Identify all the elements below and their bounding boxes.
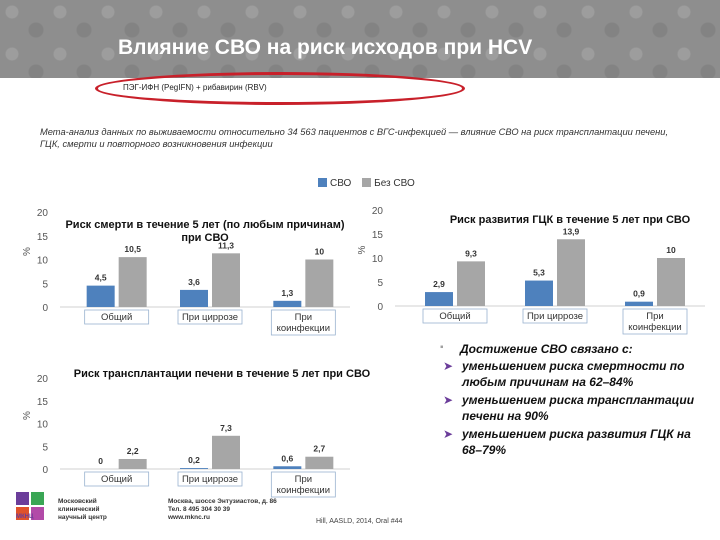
category-label: При циррозе [181,474,239,485]
category-label: При [294,312,313,323]
chart-title-text: Риск смерти в течение 5 лет (по любым причинам) при СВО [65,219,345,244]
bar [180,468,208,469]
page-title: Влияние СВО на риск исходов при HCV [118,36,533,59]
data-label: 13,9 [562,226,580,237]
org-line: клинический [58,506,100,513]
conclusion-item [440,392,710,424]
category-label: При циррозе [526,311,584,322]
y-tick-label: 20 [36,374,48,385]
y-tick-label: 5 [377,278,383,289]
arrow-bullet-icon: ➤ [443,359,454,373]
data-label: 0,9 [633,288,645,299]
legend-label-no-svo: Без СВО [374,178,415,189]
data-label: 11,3 [217,240,235,251]
data-label: 2,7 [313,443,326,454]
category-label: Общий [101,474,133,485]
conclusion-text: уменьшением риска развития ГЦК на 68–79% [462,427,691,457]
data-label: 5,3 [533,267,545,278]
conclusion-text: уменьшением риска трансплантации печени на 90% [462,393,695,423]
data-label: 10 [314,246,325,257]
org-line: научный центр [58,514,107,521]
y-tick-label: 20 [36,208,48,219]
conclusions-lead: ▪ Достижение СВО связано с: [440,342,710,356]
address-line: Москва, шоссе Энтузиастов, д. 86 [168,498,277,505]
chart-title-text: Риск развития ГЦК в течение 5 лет при СВО [449,214,691,226]
legend-label-svo: СВО [330,178,352,189]
y-tick-label: 0 [42,303,48,314]
website-line: www.mknc.ru [168,514,211,521]
y-tick-label: 15 [36,396,48,408]
bar [305,457,333,469]
category-label: При [294,474,313,485]
data-label: 2,2 [126,445,139,456]
y-tick-label: 5 [42,442,48,454]
y-axis-label: % [22,411,33,420]
data-label: 0,6 [281,453,294,464]
organization-name [58,498,107,522]
arrow-bullet-icon: ➤ [443,427,454,441]
y-tick-label: 0 [377,302,383,313]
bar [119,459,147,469]
org-line: Московский [58,498,97,505]
phone-line: Тел. 8 495 304 30 39 [168,506,230,513]
y-tick-label: 20 [371,206,383,217]
category-label: Общий [101,312,133,323]
data-label: 10 [666,245,676,255]
y-tick-label: 10 [36,419,48,431]
y-tick-label: 15 [371,230,383,241]
regimen-subtitle: ПЭГ-ИФН (PegIFN) + рибавирин (RBV) [123,83,267,92]
category-label: Общий [439,311,471,322]
conclusion-text: уменьшением риска смертности по любым причинам на 62–84% [462,359,685,389]
chart-group [22,368,382,497]
data-label: 7,3 [220,422,232,433]
y-tick-label: 5 [42,279,48,291]
y-tick-label: 15 [36,231,48,243]
data-label: 3,6 [188,276,200,287]
study-description: Мета-анализ данных по выживаемости относительно 34 563 пациентов с ВГС-инфекцией — влияние СВО на риск трансплантации печени, ГЦК, смерти и повторного возникновения инфекции [40,127,669,149]
category-label: При [646,311,664,322]
y-axis-label: % [357,245,368,255]
y-axis-label: % [22,247,33,256]
chart-title [62,368,382,402]
data-label: 0 [98,456,104,466]
y-tick-label: 0 [42,465,48,476]
data-label: 1,3 [281,287,294,298]
category-label: При циррозе [181,312,239,323]
arrow-bullet-icon: ➤ [443,393,454,407]
y-tick-label: 10 [371,254,383,265]
data-label: 0,2 [188,455,200,466]
category-label: коинфекции [276,485,331,496]
data-label: 9,3 [465,248,477,259]
logo-caption: МКНЦ [16,514,34,520]
bar [273,466,301,469]
data-label: 10,5 [124,244,141,255]
bar [212,436,240,469]
conclusion-item [440,358,710,390]
citation: Hill, AASLD, 2014, Oral #44 [316,518,403,525]
category-label: коинфекции [276,323,331,334]
contact-address [168,498,277,522]
conclusion-item [440,426,710,458]
chart-title-text: Риск трансплантации печени в течение 5 лет при СВО [73,368,371,380]
y-tick-label: 10 [36,255,48,267]
conclusions-list [440,342,710,458]
data-label: 2,9 [433,279,445,290]
category-label: коинфекции [628,322,682,333]
data-label: 4,5 [94,272,107,283]
